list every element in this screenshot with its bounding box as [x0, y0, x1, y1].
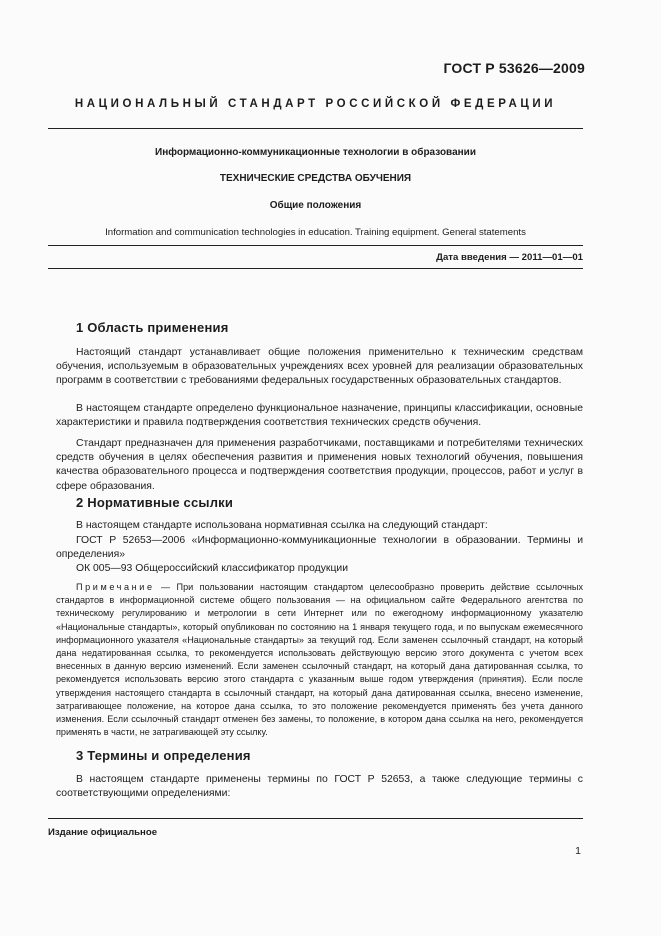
section-3-paragraph-1: В настоящем стандарте применены термины по ГОСТ Р 52653, а также следующие термины с соответствующими определениями: — [56, 774, 583, 800]
section-1-heading: 1 Область применения — [76, 320, 229, 335]
english-title: Information and communication technologies in education. Training equipment. General statements — [105, 227, 526, 238]
section-3-heading: 3 Термины и определения — [76, 748, 251, 763]
section-1-paragraph-3: Стандарт предназначен для применения разработчиками, поставщиками и потребителями технических средств обучения в целях обеспечения развития и применения новых технологий обучения, повышения качества образовательного процесса и подтверждения соответствия продукции, процессов, работ и услуг в сфере образования. — [56, 438, 583, 492]
section-2-reference-2: ОК 005—93 Общероссийский классификатор продукции — [76, 563, 349, 574]
section-2-note — [56, 581, 583, 739]
section-1-paragraph-1: Настоящий стандарт устанавливает общие положения применительно к техническим средствам обучения, используемым в образовательных учреждениях всех уровней для реализации образовательных программ в соответствии с требованиями федеральных государственных образовательных стандартов. — [56, 347, 583, 387]
standard-title: ТЕХНИЧЕСКИЕ СРЕДСТВА ОБУЧЕНИЯ — [219, 173, 412, 184]
document-number: ГОСТ Р 53626—2009 — [443, 60, 585, 76]
footer-divider — [48, 818, 583, 819]
page-number: 1 — [575, 845, 581, 857]
introduction-date: Дата введения — 2011—01—01 — [436, 252, 583, 263]
section-1-paragraph-2: В настоящем стандарте определено функциональное назначение, принципы классификации, основные характеристики и правила подтверждения соответствия технических средств обучения. — [56, 403, 583, 429]
note-label: Примечание — [76, 582, 155, 592]
note-text: — При пользовании настоящим стандартом целесообразно проверить действие ссылочных стандартов в информационной системе общего пользования — на официальном сайте Федерального агентства по техническому регулированию и метрологии в сети Интернет или по ежегодному информационному указателю «Национальные стандарты», который опубликован по состоянию на 1 января текущего года, и по выпускам ежемесячного информационного указателя «Национальные стандарты» за текущий год. Если заменен ссылочный стандарт, на который дана недатированная ссылка, то рекомендуется использовать действующую версию этого документа с учетом всех внесенных в данную версию изменений. Если заменен ссылочный стандарт, на который дана датированная ссылка, то рекомендуется использовать версию этого стандарта с указанным выше годом утверждения (принятия). Если после утверждения настоящего стандарта в ссылочный стандарт, на который дана датированная ссылка, внесено изменение, затрагивающее положение, на которое дана ссылка, то это положение рекомендуется применять без учета данного изменения. Если ссылочный стандарт отменен без замены, то положение, в котором дана ссылка на него, рекомендуется применять в части, не затрагивающей эту ссылку. — [56, 582, 583, 738]
title-divider — [48, 245, 583, 246]
national-standard-title: НАЦИОНАЛЬНЫЙ СТАНДАРТ РОССИЙСКОЙ ФЕДЕРАЦИИ — [74, 98, 557, 110]
date-divider — [48, 268, 583, 269]
header-divider — [48, 128, 583, 129]
section-2-heading: 2 Нормативные ссылки — [76, 495, 234, 510]
official-edition-label: Издание официальное — [48, 827, 158, 838]
section-2-paragraph-1: В настоящем стандарте использована нормативная ссылка на следующий стандарт: — [76, 520, 488, 531]
section-2-reference-1: ГОСТ Р 52653—2006 «Информационно-коммуникационные технологии в образовании. Термины и определения» — [56, 535, 583, 561]
standard-topic: Информационно-коммуникационные технологии в образовании — [155, 147, 476, 158]
standard-subtitle: Общие положения — [269, 200, 362, 211]
